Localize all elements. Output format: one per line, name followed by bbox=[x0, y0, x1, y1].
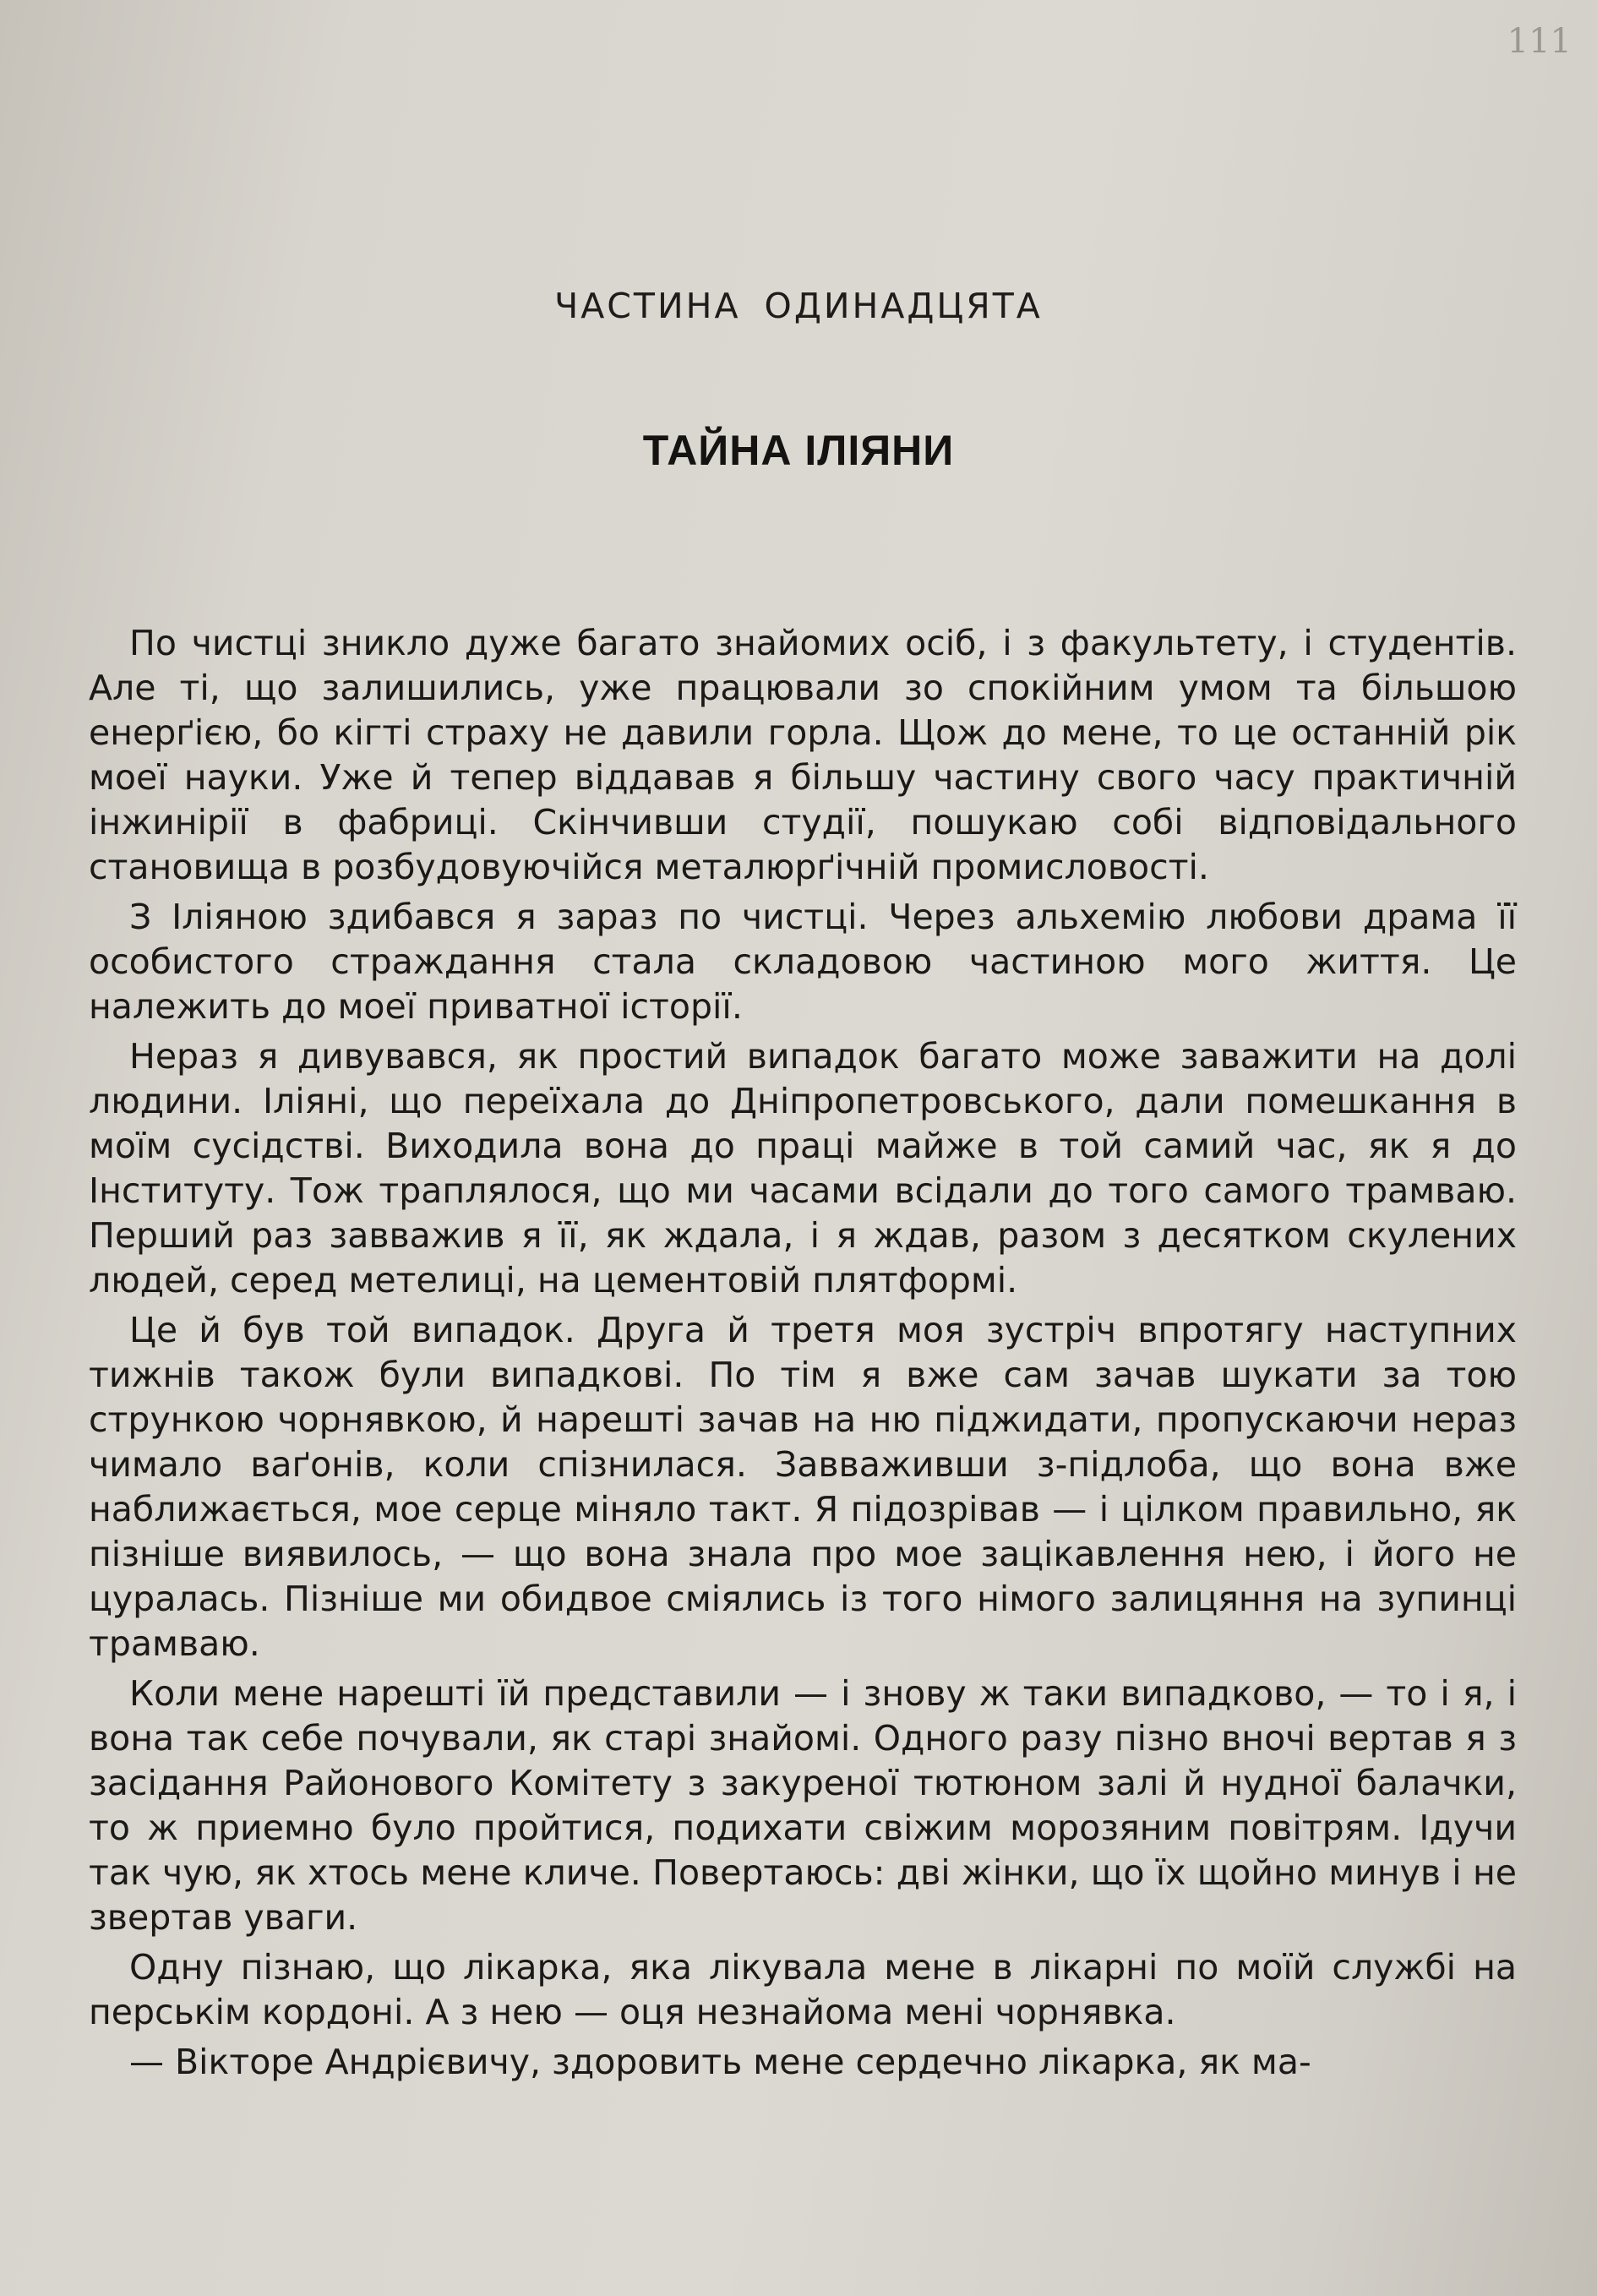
page-number: 111 bbox=[1507, 22, 1572, 61]
paragraph: По чистці зникло дуже багато знайомих осіб, і з факультету, і студентів. Але ті, що залишились, уже працювали зо спокійним умом та більшою енерґією, бо кігті страху не давили горла. Щож до мене, то це останній рік моеї науки. Уже й тепер віддавав я більшу частину свого часу практичній інжинірії в фабриці. Скінчивши студії, пошукаю собі відповідального становища в розбудовуючійся металюрґічній промисловості. bbox=[89, 623, 1517, 887]
paragraph: — Вікторе Андрієвичу, здоровить мене сердечно лікарка, як ма- bbox=[129, 2042, 1311, 2082]
part-title: ЧАСТИНА ОДИНАДЦЯТА bbox=[554, 286, 1043, 326]
body-text bbox=[89, 621, 1517, 2090]
paragraph: Нераз я дивувався, як простий випадок багато може заважити на долі людини. Іліяні, що переїхала до Дніпропетровського, дали помешкання в моїм сусідстві. Виходила вона до праці майже в той самий час, як я до Інституту. Тож траплялося, що ми часами всідали до того самого трамваю. Перший раз завважив я її, як ждала, і я ждав, разом з десятком скулених людей, серед метелиці, на цементовій плятформі. bbox=[89, 1036, 1517, 1301]
paragraph: Це й був той випадок. Друга й третя моя зустріч впротягу наступних тижнів також були випадкові. По тім я вже сам зачав шукати за тою стрункою чорнявкою, й нарешті зачав на ню піджидати, пропускаючи нераз чимало ваґонів, коли спізнилася. Завваживши з-підлоба, що вона вже наближається, мое серце міняло такт. Я підозрівав — і цілком правильно, як пізніше виявилось, — що вона знала про мое зацікавлення нею, і його не цуралась. Пізніше ми обидвое сміялись із того німого залицяння на зупинці трамваю. bbox=[89, 1310, 1517, 1664]
paragraph: Коли мене нарешті їй представили — і знову ж таки випадково, — то і я, і вона так себе почували, як старі знайомі. Одного разу пізно вночі вертав я з засідання Районового Комітету з закуреної тютюном залі й нудної балачки, то ж приемно було пройтися, подихати свіжим морозяним повітрям. Ідучи так чую, як хтось мене кличе. Повертаюсь: дві жінки, що їх щойно минув і не звертав уваги. bbox=[89, 1673, 1517, 1938]
paragraph: З Іліяною здибався я зараз по чистці. Через альхемію любови драма її особистого страждання стала складовою частиною мого життя. Це належить до моеї приватної історії. bbox=[89, 897, 1517, 1027]
chapter-title: ТАЙНА ІЛІЯНИ bbox=[642, 427, 955, 474]
paragraph: Одну пізнаю, що лікарка, яка лікувала мене в лікарні по моїй службі на перськім кордоні. А з нею — оця незнайома мені чорнявка. bbox=[89, 1947, 1517, 2032]
